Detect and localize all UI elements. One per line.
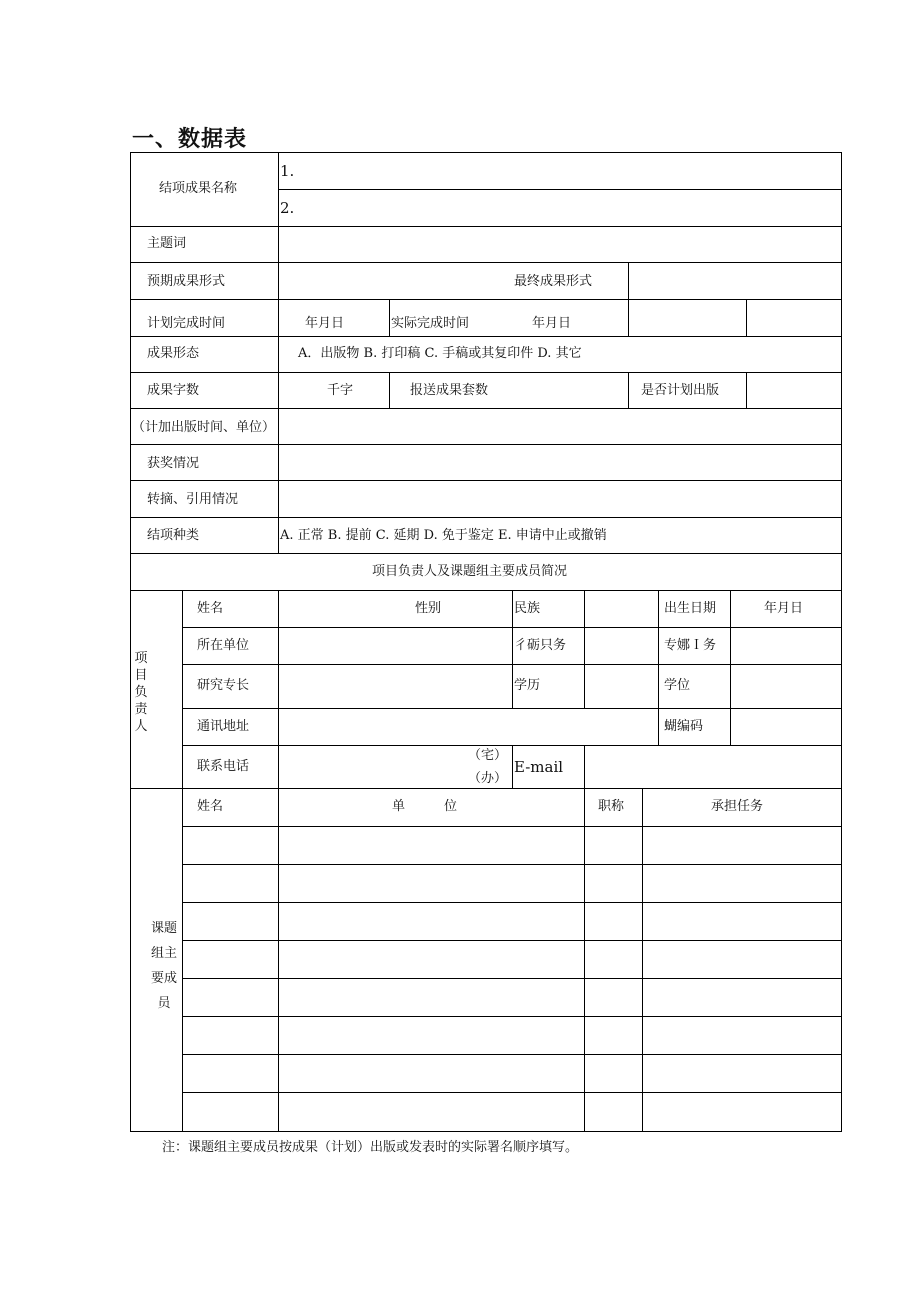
table-line xyxy=(512,590,513,708)
table-line xyxy=(642,788,643,1132)
leader-phone-home: （宅） xyxy=(468,748,508,763)
table-line xyxy=(130,408,842,409)
table-line xyxy=(389,372,390,408)
leader-gender-label: 性别 xyxy=(415,601,442,616)
members-col-unit: 单 位 xyxy=(392,799,458,814)
leader-position-label: 彳砺只务 xyxy=(514,638,567,653)
leader-title-label: 专娜Ｉ务 xyxy=(664,638,717,653)
members-col-title: 职称 xyxy=(598,799,625,814)
table-line xyxy=(628,372,629,408)
actual-time-label: 实际完成时间 xyxy=(391,316,470,331)
table-line xyxy=(584,788,585,1132)
leader-phone-office: （办） xyxy=(468,771,508,786)
leader-name-label: 姓名 xyxy=(197,601,224,616)
leader-ethnicity-label: 民族 xyxy=(514,601,541,616)
words-unit: 千字 xyxy=(327,383,354,398)
page-heading: 一、数据表 xyxy=(132,127,248,152)
leader-phone-label: 联系电话 xyxy=(197,759,250,774)
table-line xyxy=(182,1092,842,1093)
final-form-label: 最终成果形式 xyxy=(514,274,593,289)
table-line xyxy=(130,372,842,373)
leader-postcode-label: 蝴编码 xyxy=(664,719,704,734)
table-line xyxy=(130,517,842,518)
table-line xyxy=(130,299,842,300)
table-line xyxy=(584,590,585,708)
leader-email-label: E-mail xyxy=(514,758,564,776)
table-line xyxy=(584,745,585,788)
form-options: A．出版物 B. 打印稿 C. 手稿或其复印件 D. 其它 xyxy=(298,346,582,361)
table-line xyxy=(182,590,183,1132)
table-line xyxy=(628,262,629,336)
table-line xyxy=(130,444,842,445)
table-line xyxy=(130,590,842,591)
table-line xyxy=(130,262,842,263)
plan-time-value: 年月日 xyxy=(305,316,345,331)
section-title: 项目负责人及课题组主要成员简况 xyxy=(372,564,568,579)
table-line xyxy=(182,1016,842,1017)
type-label: 结项种类 xyxy=(147,528,200,543)
table-line xyxy=(130,480,842,481)
copies-label: 报送成果套数 xyxy=(410,383,489,398)
table-line xyxy=(182,1054,842,1055)
form-label: 成果形态 xyxy=(147,346,200,361)
leader-degree-label: 学位 xyxy=(664,678,691,693)
plan-time-label: 计划完成时间 xyxy=(147,316,226,331)
members-col-task: 承担任务 xyxy=(711,799,764,814)
table-line xyxy=(278,189,842,190)
table-line xyxy=(278,152,279,553)
title-item-2: 2. xyxy=(280,199,295,217)
table-line xyxy=(182,826,842,827)
table-line xyxy=(182,864,842,865)
keywords-label: 主题词 xyxy=(147,236,187,251)
footnote: 注：课题组主要成员按成果（计划）出版或发表时的实际署名顺序填写。 xyxy=(162,1140,579,1155)
title-item-1: 1. xyxy=(280,162,295,180)
members-side-label: 课题组主要成员 xyxy=(150,921,177,1011)
table-line xyxy=(730,590,731,745)
members-col-name: 姓名 xyxy=(197,799,224,814)
table-line xyxy=(130,788,842,789)
publish-time-label: （计加出版时间、单位） xyxy=(132,420,276,435)
table-line xyxy=(182,940,842,941)
table-line xyxy=(658,590,659,745)
leader-unit-label: 所在单位 xyxy=(197,638,250,653)
table-line xyxy=(182,708,842,709)
leader-address-label: 通讯地址 xyxy=(197,719,250,734)
citation-label: 转摘、引用情况 xyxy=(147,492,239,507)
leader-side-label: 项目负责人 xyxy=(134,651,148,734)
table-line xyxy=(746,299,747,336)
title-label: 结项成果名称 xyxy=(159,181,238,196)
words-label: 成果字数 xyxy=(147,383,200,398)
table-line xyxy=(512,745,513,788)
publish-plan-label: 是否计划出版 xyxy=(641,383,720,398)
leader-education-label: 学历 xyxy=(514,678,541,693)
table-line xyxy=(182,902,842,903)
awards-label: 获奖情况 xyxy=(147,456,200,471)
table-line xyxy=(746,372,747,408)
table-line xyxy=(130,553,842,554)
table-line xyxy=(278,590,279,1132)
leader-birth-label: 出生日期 xyxy=(664,601,717,616)
expected-form-label: 预期成果形式 xyxy=(147,274,226,289)
type-options: A. 正常 B. 提前 C. 延期 D. 免于鉴定 E. 申请中止或撤销 xyxy=(280,528,607,543)
leader-birth-value: 年月日 xyxy=(764,601,804,616)
table-line xyxy=(182,978,842,979)
table-line xyxy=(130,336,842,337)
leader-specialty-label: 研究专长 xyxy=(197,678,250,693)
actual-time-value: 年月日 xyxy=(532,316,572,331)
table-line xyxy=(130,226,842,227)
table-line xyxy=(389,299,390,336)
